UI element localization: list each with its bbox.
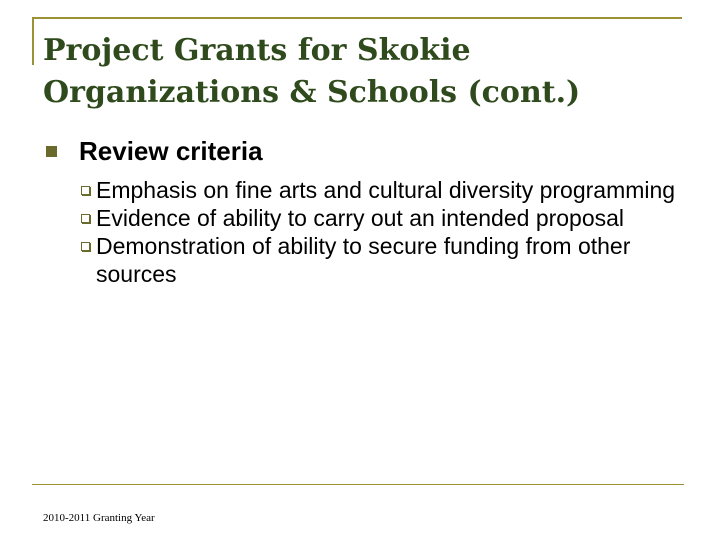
sub-bullet-item <box>77 204 677 232</box>
hollow-square-bullet-icon <box>81 242 90 251</box>
hollow-square-bullet-icon <box>81 214 90 223</box>
bullet-label: Review criteria <box>79 136 263 166</box>
square-bullet-icon <box>46 146 57 157</box>
title-line-2: Organizations & Schools (cont.) <box>43 75 581 110</box>
top-rule <box>32 17 682 19</box>
title-line-1: Project Grants for Skokie <box>43 33 471 68</box>
hollow-square-bullet-icon <box>81 186 90 195</box>
left-rule <box>32 17 34 65</box>
bottom-rule <box>32 484 684 485</box>
sub-bullet-item <box>77 176 677 204</box>
bullet-review-criteria <box>46 136 263 167</box>
sub-bullet-item <box>77 232 677 288</box>
sub-bullet-text: Emphasis on fine arts and cultural diversity programming <box>96 177 676 203</box>
footer-text: 2010-2011 Granting Year <box>43 512 155 524</box>
sub-bullet-list <box>77 176 677 288</box>
sub-bullet-text: Evidence of ability to carry out an intended proposal <box>96 205 625 231</box>
sub-bullet-text: Demonstration of ability to secure funding from other sources <box>96 233 631 287</box>
slide-title <box>43 30 683 114</box>
